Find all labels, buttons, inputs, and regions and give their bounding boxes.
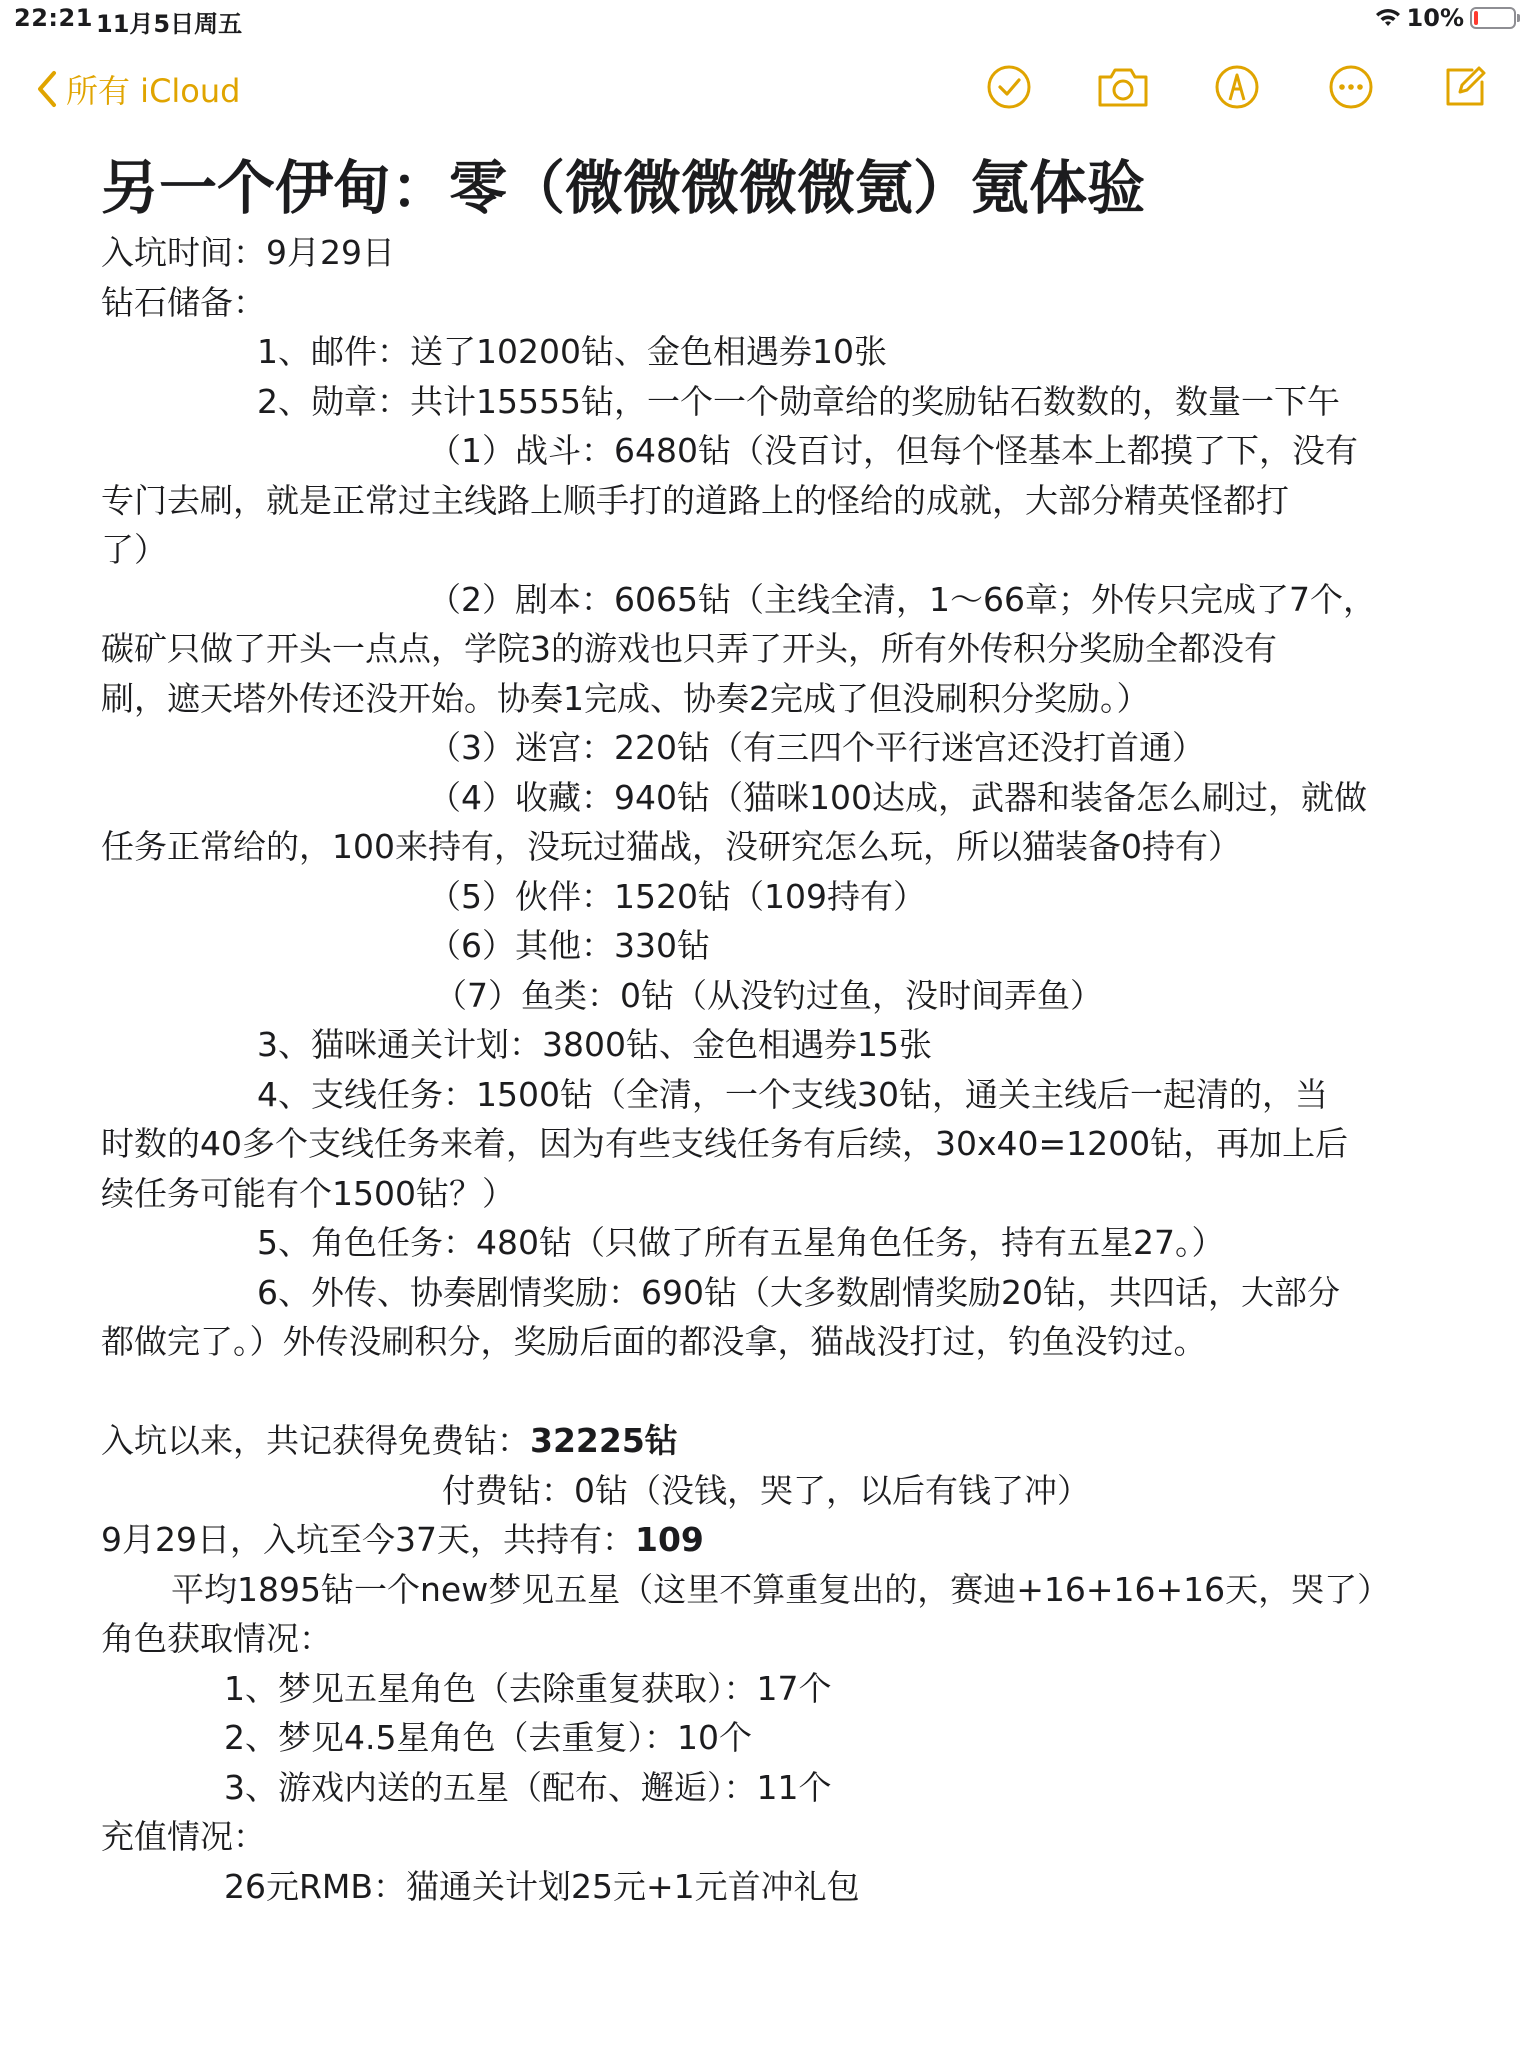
compose-icon (1442, 64, 1488, 110)
sub-item-other: （6）其他：330钻 (428, 926, 710, 965)
camera-icon (1096, 65, 1150, 109)
list-item-side-quests: 4、支线任务：1500钻（全清，一个支线30钻，通关主线后一起清的，当 (257, 1074, 1328, 1114)
days-summary (101, 1515, 1441, 1565)
markup-button[interactable] (1212, 62, 1262, 112)
list-item-side-quests-cont: 时数的40多个支线任务来着，因为有些支线任务有后续，30x40=1200钻，再加上后 (101, 1124, 1349, 1163)
total-free-label: 入坑以来，共记获得免费钻： (101, 1421, 530, 1460)
camera-button[interactable] (1098, 62, 1148, 112)
paid-diamonds: 付费钻：0钻（没钱，哭了，以后有钱了冲） (442, 1470, 1090, 1510)
recharge-detail: 26元RMB：猫通关计划25元+1元首冲礼包 (224, 1866, 860, 1906)
note-title: 另一个伊甸：零（微微微微微氪）氪体验 (101, 154, 1146, 222)
battery-level (1474, 11, 1478, 25)
sub-item-battle-cont: 专门去刷，就是正常过主线路上顺手打的道路上的怪给的成就，大部分精英怪都打 (101, 480, 1289, 520)
diamond-reserve-heading: 钻石储备： (101, 282, 266, 322)
status-time: 22:21 (14, 4, 93, 32)
chevron-left-icon (36, 70, 58, 108)
checkmark-circle-icon (986, 64, 1032, 110)
sub-item-script: （2）剧本：6065钻（主线全清，1～66章；外传只完成了7个， (428, 579, 1376, 619)
battery-icon (1470, 7, 1516, 29)
status-bar (0, 0, 1536, 40)
recharge-heading: 充值情况： (101, 1817, 266, 1856)
acq-item-2: 2、梦见4.5星角色（去重复）：10个 (224, 1718, 752, 1757)
status-indicators (1375, 4, 1516, 32)
checklist-button[interactable] (984, 62, 1034, 112)
note-body[interactable] (101, 148, 1441, 1911)
status-date: 11月5日周五 (96, 10, 243, 38)
list-item-side-quests-cont2: 续任务可能有个1500钻？） (101, 1173, 515, 1213)
back-button[interactable] (36, 66, 240, 112)
list-item-story-rewards-cont: 都做完了。）外传没刷积分，奖励后面的都没拿，猫战没打过，钓鱼没钓过。 (101, 1322, 1207, 1361)
average-summary: 平均1895钻一个new梦见五星（这里不算重复出的，赛迪+16+16+16天，哭了） (171, 1569, 1391, 1609)
list-item-char-quests: 5、角色任务：480钻（只做了所有五星角色任务，持有五星27。） (257, 1223, 1225, 1262)
blank-line (101, 1367, 1441, 1417)
list-item-medals: 2、勋章：共计15555钻，一个一个勋章给的奖励钻石数数的，数量一下午 (257, 381, 1340, 421)
entry-time: 入坑时间：9月29日 (101, 233, 395, 272)
total-free-value: 32225钻 (530, 1421, 678, 1460)
battery-percent: 10% (1406, 4, 1464, 32)
days-label: 9月29日，入坑至今37天，共持有： (101, 1520, 635, 1559)
sub-item-script-cont: 碳矿只做了开头一点点，学院3的游戏也只弄了开头，所有外传积分奖励全都没有 (101, 629, 1277, 668)
sub-item-script-cont2: 刷，遮天塔外传还没开始。协奏1完成、协奏2完成了但没刷积分奖励。） (101, 678, 1150, 718)
list-item-mail: 1、邮件：送了10200钻、金色相遇券10张 (257, 332, 887, 371)
char-acquisition-heading: 角色获取情况： (101, 1619, 332, 1658)
sub-item-maze: （3）迷宫：220钻（有三四个平行迷宫还没打首通） (428, 728, 1205, 767)
more-button[interactable] (1326, 62, 1376, 112)
nav-bar (0, 48, 1536, 138)
markup-pen-icon (1214, 64, 1260, 110)
total-free-diamonds (101, 1416, 1441, 1466)
days-value: 109 (634, 1520, 704, 1559)
wifi-icon (1375, 8, 1401, 28)
sub-item-collection-cont: 任务正常给的，100来持有，没玩过猫战，没研究怎么玩，所以猫装备0持有） (101, 827, 1241, 866)
acq-item-1: 1、梦见五星角色（去除重复获取）：17个 (224, 1668, 832, 1708)
sub-item-fish: （7）鱼类：0钻（从没钓过鱼，没时间弄鱼） (434, 975, 1103, 1015)
more-ellipsis-icon (1328, 64, 1374, 110)
sub-item-battle: （1）战斗：6480钻（没百讨，但每个怪基本上都摸了下，没有 (428, 431, 1358, 470)
acq-item-3: 3、游戏内送的五星（配布、邂逅）：11个 (224, 1767, 832, 1807)
list-item-cat-plan: 3、猫咪通关计划：3800钻、金色相遇券15张 (257, 1025, 932, 1064)
sub-item-partner: （5）伙伴：1520钻（109持有） (428, 876, 926, 916)
back-label: 所有 iCloud (66, 72, 241, 110)
sub-item-battle-cont2: 了） (101, 530, 167, 569)
toolbar (984, 62, 1490, 112)
compose-button[interactable] (1440, 62, 1490, 112)
sub-item-collection: （4）收藏：940钻（猫咪100达成，武器和装备怎么刷过，就做 (428, 777, 1367, 817)
list-item-story-rewards: 6、外传、协奏剧情奖励：690钻（大多数剧情奖励20钻，共四话，大部分 (257, 1272, 1340, 1312)
